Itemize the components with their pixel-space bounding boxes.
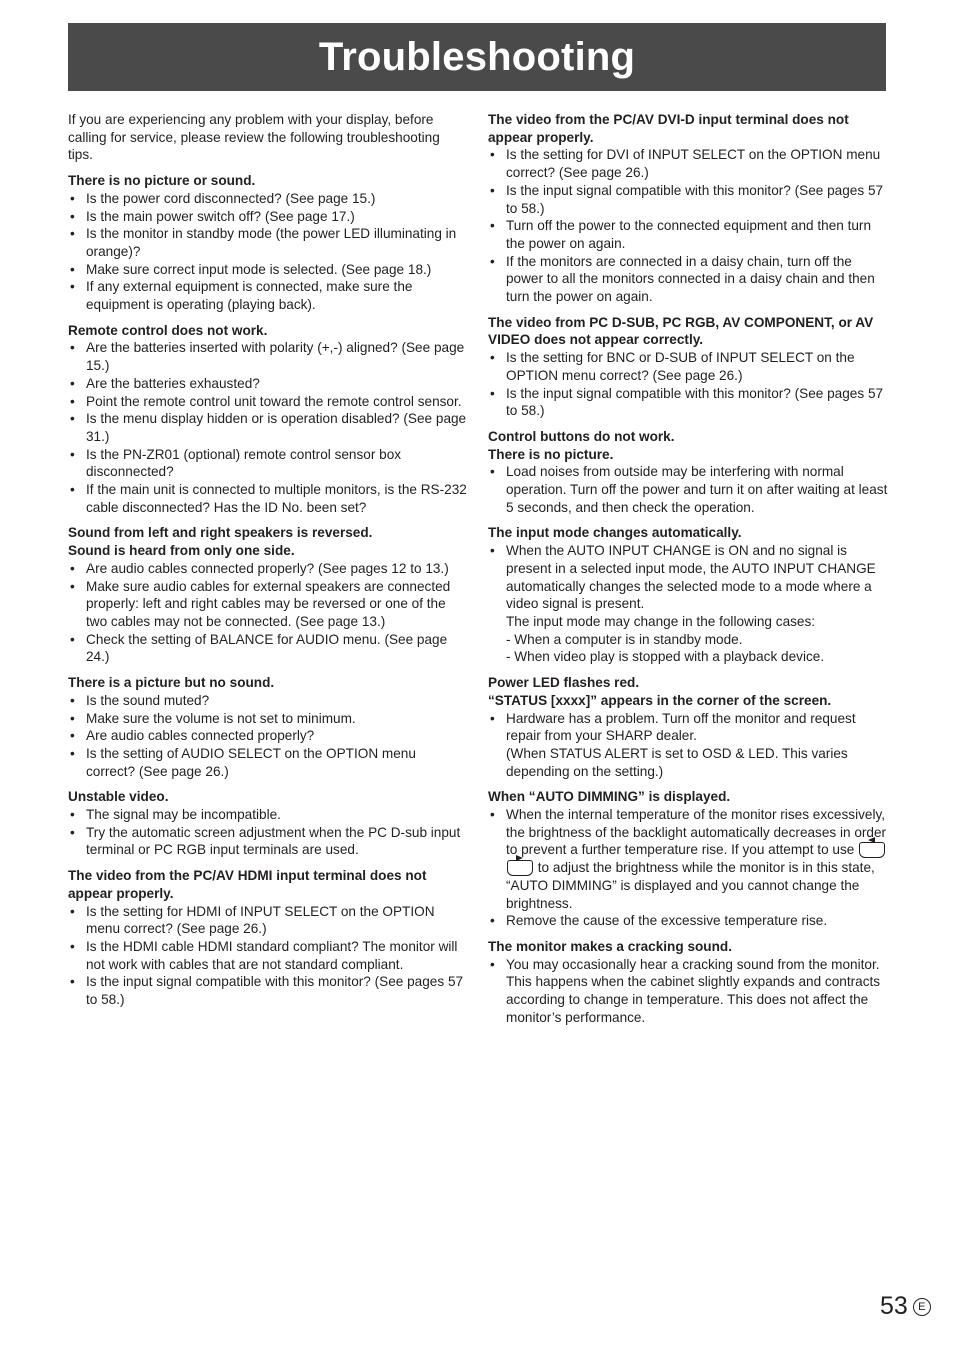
section-picture-no-sound	[68, 674, 468, 780]
section-heading-2: “STATUS [xxxx]” appears in the corner of the screen.	[488, 692, 832, 708]
list-item: • Is the input signal compatible with this monitor? (See pages 57 to 58.)	[488, 385, 888, 420]
list-item: • If the main unit is connected to multiple monitors, is the RS-232 cable disconnected? Has the ID No. been set?	[68, 481, 468, 516]
list-item-note: - When a computer is in standby mode.	[506, 631, 743, 647]
list-item	[488, 806, 888, 912]
section-heading: The video from the PC/AV HDMI input terminal does not appear properly.	[68, 868, 427, 901]
list-item: • You may occasionally hear a cracking sound from the monitor. This happens when the cabinet slightly expands and contracts according to change in temperature. This does not affect the monitor’s performance.	[488, 956, 888, 1027]
section-heading: The input mode changes automatically.	[488, 525, 742, 541]
list-item: • Try the automatic screen adjustment when the PC D-sub input terminal or PC RGB input terminals are used.	[68, 824, 468, 859]
section-power-led	[488, 674, 888, 780]
section-heading: When “AUTO DIMMING” is displayed.	[488, 789, 731, 805]
list-item: • Turn off the power to the connected equipment and then turn the power on again.	[488, 217, 888, 252]
list-item: • Is the HDMI cable HDMI standard compliant? The monitor will not work with cables that are not standard compliant.	[68, 938, 468, 973]
intro-text: If you are experiencing any problem with your display, before calling for service, please review the following troubleshooting tips.	[68, 112, 440, 163]
list-item: • Are audio cables connected properly? (See pages 12 to 13.)	[68, 560, 468, 578]
list-item-text: to adjust the brightness while the monitor is in this state, “AUTO DIMMING” is displayed and you cannot change the brightness.	[506, 860, 875, 911]
list-item-note: - When video play is stopped with a playback device.	[506, 649, 825, 665]
left-column	[68, 111, 468, 1017]
list-item: • Make sure audio cables for external speakers are connected properly: left and right cables may be reversed or one of the two cables may not be connected. (See page 13.)	[68, 578, 468, 631]
section-heading-2: There is no picture.	[488, 446, 614, 462]
list-item: • Is the power cord disconnected? (See page 15.)	[68, 190, 468, 208]
list-item: • Check the setting of BALANCE for AUDIO menu. (See page 24.)	[68, 631, 468, 666]
page-number	[880, 1292, 931, 1321]
list-item: • Make sure the volume is not set to minimum.	[68, 710, 468, 728]
list-item: • Are audio cables connected properly?	[68, 727, 468, 745]
list-item: • The signal may be incompatible.	[68, 806, 468, 824]
list-item: • Is the setting of AUDIO SELECT on the OPTION menu correct? (See page 26.)	[68, 745, 468, 780]
list-item: • Is the sound muted?	[68, 692, 468, 710]
section-no-picture-sound	[68, 172, 468, 314]
list-item-text: When the AUTO INPUT CHANGE is ON and no signal is present in a selected input mode, the AUTO INPUT CHANGE automatically changes the selected mode to a mode where a video signal is present.	[506, 543, 876, 612]
section-heading: Power LED flashes red.	[488, 675, 640, 691]
list-item: • Is the setting for BNC or D-SUB of INPUT SELECT on the OPTION menu correct? (See page 26.)	[488, 349, 888, 384]
list-item	[488, 710, 888, 781]
list-item: • If the monitors are connected in a daisy chain, turn off the power to all the monitors connected in a daisy chain and then turn the power on again.	[488, 253, 888, 306]
page-title: Troubleshooting	[318, 35, 636, 79]
list-item-text: Hardware has a problem. Turn off the monitor and request repair from your SHARP dealer.	[506, 710, 856, 744]
section-heading: Control buttons do not work.	[488, 428, 675, 444]
section-cracking-sound	[488, 938, 888, 1027]
section-input-mode	[488, 524, 888, 666]
title-banner	[68, 23, 886, 91]
section-heading: There is a picture but no sound.	[68, 675, 275, 691]
list-item: • Is the input signal compatible with this monitor? (See pages 57 to 58.)	[68, 973, 468, 1008]
section-dvi	[488, 111, 888, 306]
left-arrow-button-icon	[859, 842, 885, 858]
list-item: • Point the remote control unit toward the remote control sensor.	[68, 393, 468, 411]
section-heading: There is no picture or sound.	[68, 173, 256, 189]
section-auto-dimming	[488, 788, 888, 930]
list-item: • Is the main power switch off? (See page 17.)	[68, 208, 468, 226]
section-speakers-reversed	[68, 524, 468, 666]
list-item: • If any external equipment is connected, make sure the equipment is operating (playing back).	[68, 278, 468, 313]
list-item: • Is the input signal compatible with this monitor? (See pages 57 to 58.)	[488, 182, 888, 217]
section-heading: Unstable video.	[68, 789, 169, 805]
list-item: • Is the menu display hidden or is operation disabled? (See page 31.)	[68, 410, 468, 445]
section-unstable-video	[68, 788, 468, 859]
right-column	[488, 111, 888, 1034]
list-item: • Is the PN-ZR01 (optional) remote control sensor box disconnected?	[68, 446, 468, 481]
list-item: • Remove the cause of the excessive temperature rise.	[488, 912, 888, 930]
section-control-buttons	[488, 428, 888, 517]
list-item: • Are the batteries exhausted?	[68, 375, 468, 393]
section-heading-2: Sound is heard from only one side.	[68, 543, 295, 559]
list-item: • Make sure correct input mode is selected. (See page 18.)	[68, 261, 468, 279]
section-dsub-rgb	[488, 314, 888, 420]
list-item: • Is the setting for DVI of INPUT SELECT on the OPTION menu correct? (See page 26.)	[488, 146, 888, 181]
list-item-note: (When STATUS ALERT is set to OSD & LED. This varies depending on the setting.)	[506, 745, 848, 779]
list-item	[488, 542, 888, 666]
list-item-text: When the internal temperature of the monitor rises excessively, the brightness of the backlight automatically decreases in order to prevent a further temperature rise. If you attempt to use	[506, 807, 887, 858]
section-heading: The video from the PC/AV DVI-D input terminal does not appear properly.	[488, 112, 849, 145]
list-item: • Is the setting for HDMI of INPUT SELECT on the OPTION menu correct? (See page 26.)	[68, 903, 468, 938]
section-heading: Remote control does not work.	[68, 322, 268, 338]
section-heading: Sound from left and right speakers is reversed.	[68, 525, 373, 541]
section-hdmi	[68, 867, 468, 1009]
list-item-note: The input mode may change in the following cases:	[506, 613, 816, 629]
list-item: • Load noises from outside may be interfering with normal operation. Turn off the power and turn it on after waiting at least 5 seconds, and then check the operation.	[488, 463, 888, 516]
list-item: • Are the batteries inserted with polarity (+,-) aligned? (See page 15.)	[68, 339, 468, 374]
section-heading: The monitor makes a cracking sound.	[488, 938, 732, 954]
right-arrow-button-icon	[507, 860, 533, 876]
section-heading: The video from PC D-SUB, PC RGB, AV COMPONENT, or AV VIDEO does not appear correctly.	[488, 314, 874, 348]
language-badge: E	[913, 1298, 931, 1316]
page-number-text: 53	[880, 1292, 908, 1320]
section-remote-control	[68, 322, 468, 517]
list-item: • Is the monitor in standby mode (the power LED illuminating in orange)?	[68, 225, 468, 260]
